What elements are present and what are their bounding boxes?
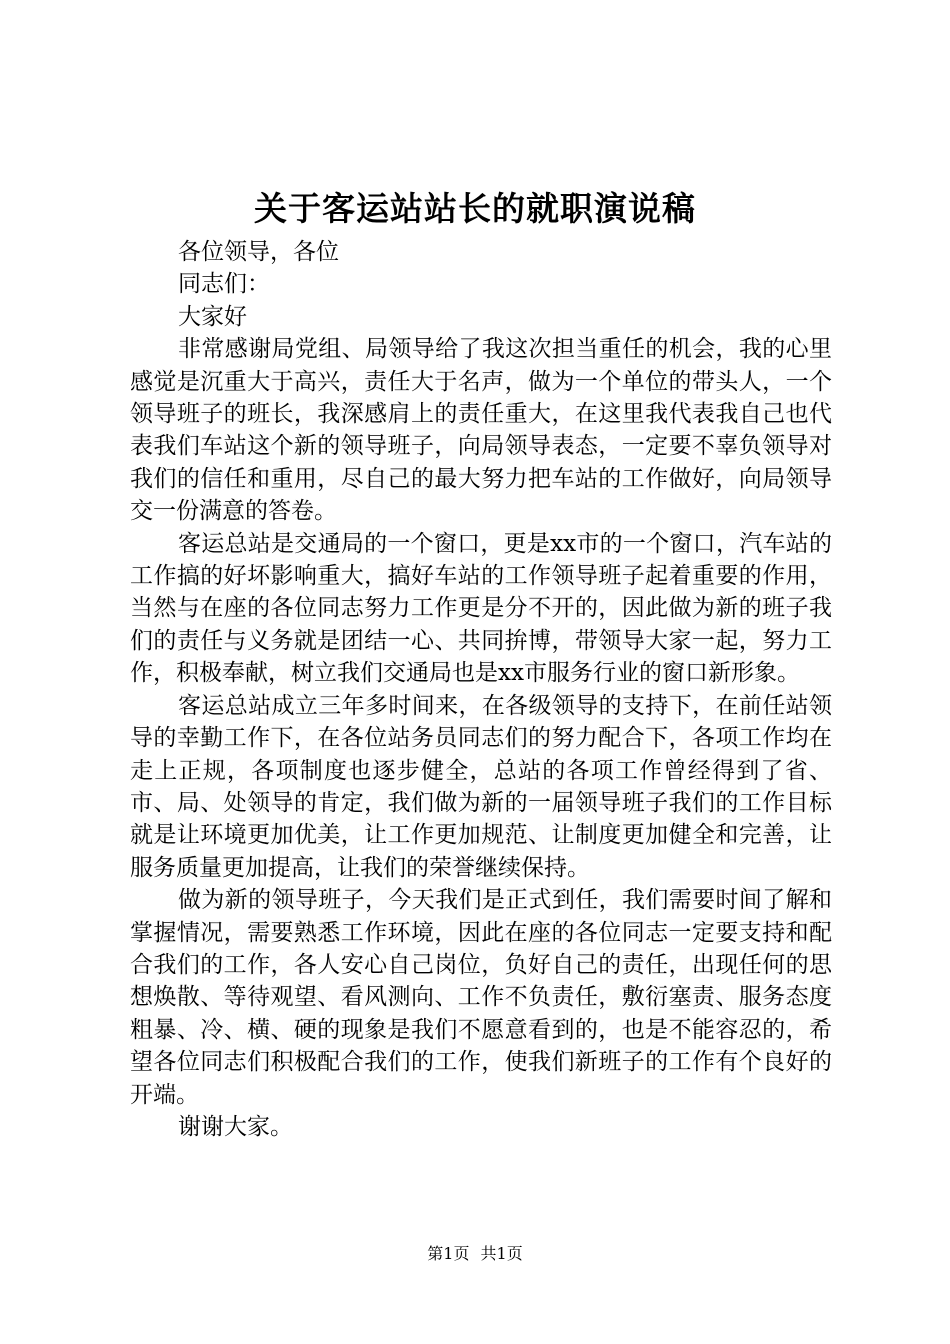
page-number: 第1页: [427, 1244, 470, 1263]
body-paragraph: 做为新的领导班子，今天我们是正式到任，我们需要时间了解和掌握情况，需要熟悉工作环境，因此在座的各位同志一定要支持和配合我们的工作，各人安心自己岗位，负好自己的责任，出现任何的思想焕散、等待观望、看风测向、工作不负责任，敷衍塞责、服务态度粗暴、冷、横、硬的现象是我们不愿意看到的，也是不能容忍的，希望各位同志们积极配合我们的工作，使我们新班子的工作有个良好的开端。: [130, 887, 832, 1108]
page-total: 共1页: [480, 1244, 523, 1263]
greeting-line: 同志们：: [178, 271, 270, 298]
body-paragraph: 客运总站是交通局的一个窗口，更是xx市的一个窗口，汽车站的工作搞的好坏影响重大，搞好车站的工作领导班子起着重要的作用，当然与在座的各位同志努力工作更是分不开的，因此做为新的班子我们的责任与义务就是团结一心、共同拚博，带领导大家一起，努力工作，积极奉献，树立我们交通局也是xx市服务行业的窗口新形象。: [130, 530, 832, 687]
greeting-line: 大家好: [178, 303, 247, 330]
page-footer: [0, 1242, 950, 1266]
greeting-line: 各位领导，各位: [178, 239, 339, 265]
document-title: 关于客运站站长的就职演说稿: [254, 189, 696, 228]
closing-line: 谢谢大家。: [178, 1113, 293, 1140]
body-paragraph: 客运总站成立三年多时间来，在各级领导的支持下，在前任站领导的幸勤工作下，在各位站务员同志们的努力配合下，各项工作均在走上正规，各项制度也逐步健全，总站的各项工作曾经得到了省、市、局、处领导的肯定，我们做为新的一届领导班子我们的工作目标就是让环境更加优美，让工作更加规范、让制度更加健全和完善，让服务质量更加提高，让我们的荣誉继续保持。: [130, 692, 832, 881]
document-body: [130, 236, 832, 1143]
body-paragraph: 非常感谢局党组、局领导给了我这次担当重任的机会，我的心里感觉是沉重大于高兴，责任大于名声，做为一个单位的带头人，一个领导班子的班长，我深感肩上的责任重大，在这里我代表我自己也代表我们车站这个新的领导班子，向局领导表态，一定要不辜负领导对我们的信任和重用，尽自己的最大努力把车站的工作做好，向局领导交一份满意的答卷。: [130, 336, 832, 525]
